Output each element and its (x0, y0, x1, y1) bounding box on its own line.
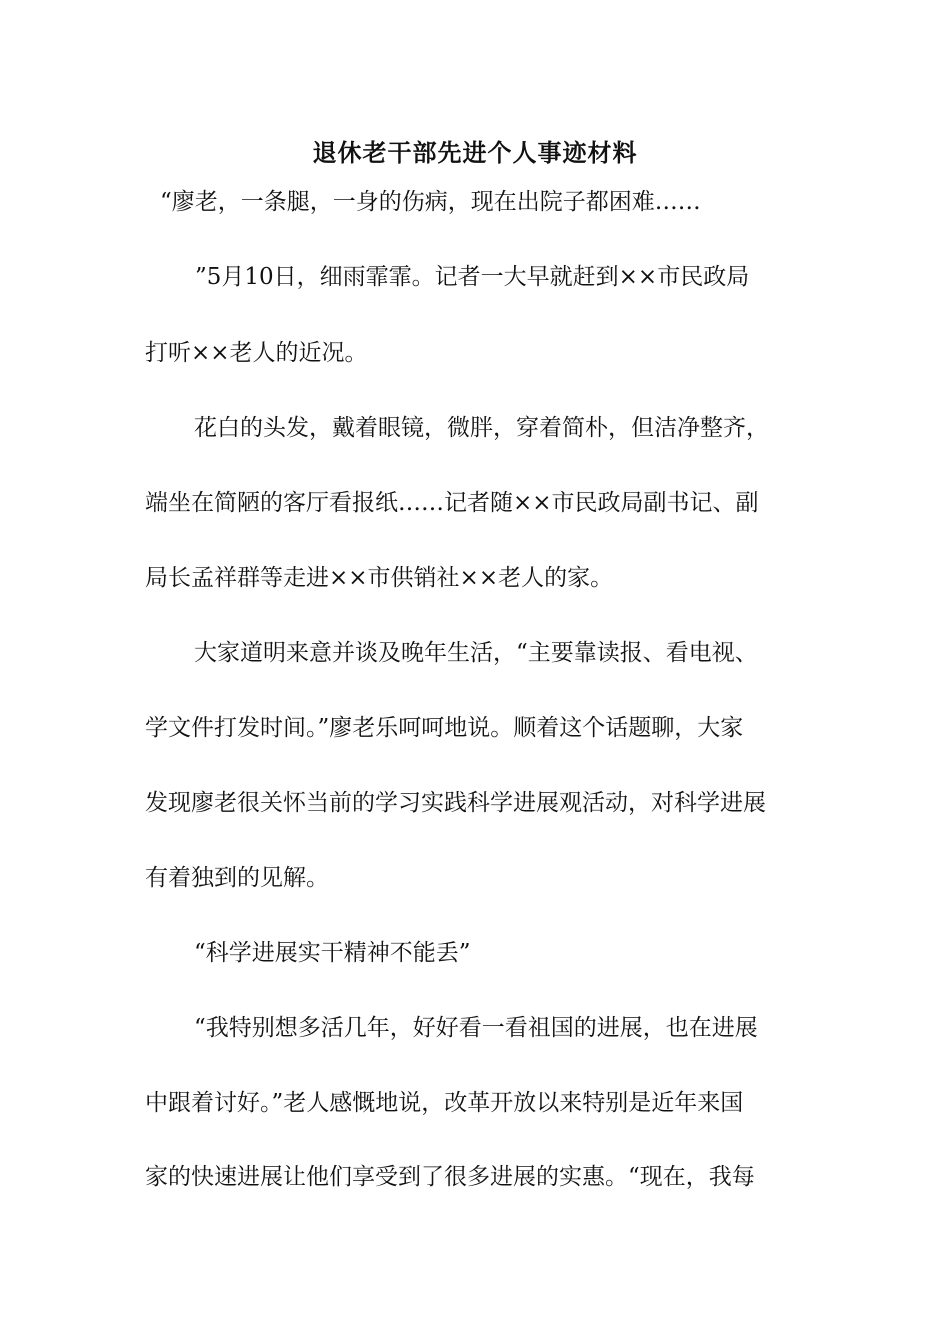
document-title: 退休老干部先进个人事迹材料 (312, 138, 638, 167)
text-line: 大家道明来意并谈及晚年生活，“主要靠读报、看电视、 (194, 640, 758, 666)
text-line: 发现廖老很关怀当前的学习实践科学进展观活动，对科学进展 (145, 790, 766, 816)
text-line: 家的快速进展让他们享受到了很多进展的实惠。“现在，我每 (145, 1164, 755, 1190)
text-line: 局长孟祥群等走进××市供销社××老人的家。 (145, 565, 614, 591)
section-heading: “科学进展实干精神不能丢” (194, 940, 471, 966)
text-line: 花白的头发，戴着眼镜，微胖，穿着简朴，但洁净整齐， (194, 415, 769, 441)
text-line: 端坐在简陋的客厅看报纸……记者随××市民政局副书记、副 (145, 490, 759, 516)
text-line: “廖老，一条腿，一身的伤病，现在出院子都困难…… (160, 189, 701, 215)
text-line: 打听××老人的近况。 (145, 340, 368, 366)
text-line: ”5月10日，细雨霏霏。记者一大早就赶到××市民政局 (195, 264, 750, 290)
text-line: 中跟着讨好。”老人感慨地说，改革开放以来特别是近年来国 (145, 1090, 744, 1116)
text-line: 有着独到的见解。 (145, 865, 329, 891)
text-line: 学文件打发时间。”廖老乐呵呵地说。顺着这个话题聊，大家 (145, 715, 744, 741)
text-line: “我特别想多活几年，好好看一看祖国的进展，也在进展 (194, 1015, 758, 1041)
